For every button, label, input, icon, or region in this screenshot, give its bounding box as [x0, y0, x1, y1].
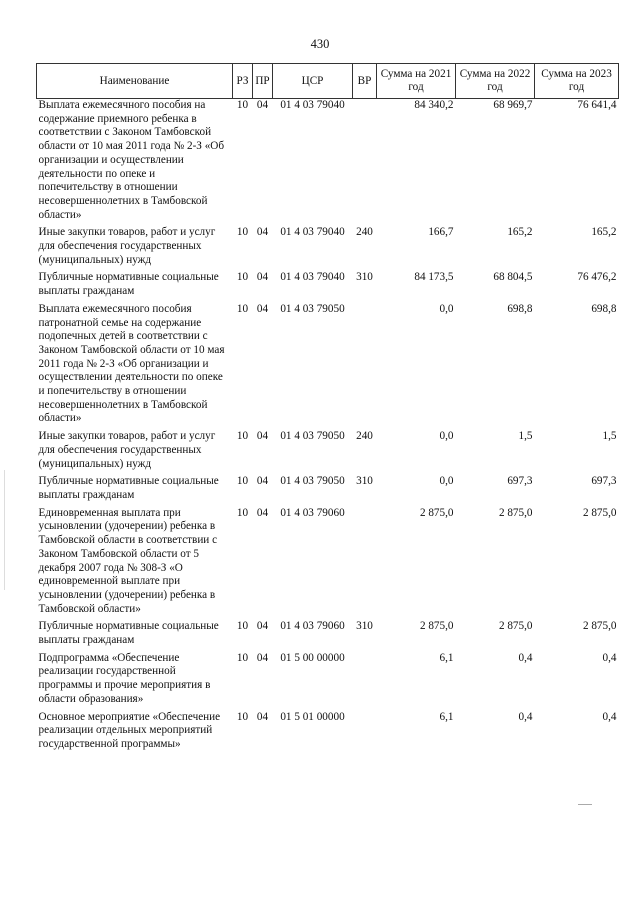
row-csr: 01 4 03 79050 [280, 430, 345, 443]
row-name: Иные закупки товаров, работ и услуг для обеспечения государственных (муниципальных) нужд [38, 430, 216, 470]
row-sum-2021: 2 875,0 [419, 506, 454, 519]
row-name: Выплата ежемесячного пособия патронатной семье на содержание подопечных детей в соответствии с Законом Тамбовской области от 10 мая 2011 года № 2-З «Об организации и осуществлении деятельности по опеке и попечительству в отношении несовершеннолетних в Тамбовской области» [38, 302, 225, 425]
row-pr: 04 [256, 302, 269, 315]
row-sum-2023: 165,2 [591, 226, 617, 239]
row-name: Публичные нормативные социальные выплаты гражданам [38, 271, 219, 298]
row-sum-2022: 698,8 [507, 302, 533, 315]
row-pr: 04 [256, 271, 269, 284]
row-pr: 04 [256, 226, 269, 239]
row-csr: 01 4 03 79040 [280, 99, 345, 111]
table-row [37, 620, 619, 651]
row-vr: 240 [356, 226, 373, 239]
row-rz: 10 [236, 710, 249, 723]
row-rz: 10 [236, 620, 249, 633]
row-vr [353, 711, 377, 756]
table-header-row [37, 64, 619, 99]
row-sum-2022: 165,2 [507, 226, 533, 239]
row-name: Иные закупки товаров, работ и услуг для обеспечения государственных (муниципальных) нужд [38, 226, 216, 266]
row-sum-2021: 0,0 [439, 302, 454, 315]
row-rz: 10 [236, 506, 249, 519]
row-sum-2021: 84 340,2 [414, 99, 454, 111]
row-sum-2022: 68 804,5 [493, 271, 533, 284]
row-rz: 10 [236, 99, 249, 111]
row-pr: 04 [256, 99, 269, 111]
header-pr: ПР [253, 64, 273, 99]
row-name: Публичные нормативные социальные выплаты гражданам [38, 475, 219, 501]
row-vr [353, 652, 377, 711]
table-row [37, 475, 619, 506]
table-row [37, 507, 619, 621]
table-row [37, 99, 619, 227]
table-row [37, 652, 619, 711]
row-pr: 04 [256, 430, 269, 443]
header-rz: РЗ [233, 64, 253, 99]
row-name: Основное мероприятие «Обеспечение реализации отдельных мероприятий государственной программы» [38, 710, 221, 750]
row-pr: 04 [256, 506, 269, 519]
row-csr: 01 4 03 79060 [280, 506, 345, 519]
row-sum-2022: 68 969,7 [493, 99, 533, 111]
row-name: Выплата ежемесячного пособия на содержание приемного ребенка в соответствии с Законом Тамбовской области от 10 мая 2011 года № 2-З «Об организации и осуществлении деятельности по опеке и попечительству в отношении несовершеннолетних в Тамбовской области» [38, 99, 225, 221]
row-csr: 01 4 03 79040 [280, 226, 345, 239]
row-sum-2022: 697,3 [507, 475, 533, 488]
row-rz: 10 [236, 271, 249, 284]
row-rz: 10 [236, 226, 249, 239]
page-number: 430 [310, 37, 330, 51]
header-csr: ЦСР [273, 64, 353, 99]
row-vr: 310 [356, 620, 373, 633]
table-row [37, 226, 619, 271]
row-sum-2022: 0,4 [518, 710, 533, 723]
row-sum-2023: 0,4 [602, 710, 617, 723]
row-csr: 01 4 03 79050 [280, 302, 345, 315]
row-csr: 01 5 01 00000 [280, 710, 345, 723]
row-sum-2021: 166,7 [428, 226, 454, 239]
row-csr: 01 4 03 79050 [280, 475, 345, 488]
row-sum-2021: 6,1 [439, 710, 454, 723]
header-sum-2023: Сумма на 2023 год [535, 64, 619, 99]
table-row [37, 303, 619, 430]
budget-table [36, 63, 619, 756]
row-sum-2023: 697,3 [591, 475, 617, 488]
header-sum-2021: Сумма на 2021 год [377, 64, 456, 99]
row-sum-2022: 1,5 [518, 430, 533, 443]
row-sum-2021: 0,0 [439, 430, 454, 443]
row-pr: 04 [256, 475, 269, 488]
row-sum-2023: 2 875,0 [582, 506, 617, 519]
table-row [37, 271, 619, 302]
row-sum-2021: 2 875,0 [419, 620, 454, 633]
row-name: Подпрограмма «Обеспечение реализации государственной программы и прочие мероприятия в области образования» [38, 651, 211, 705]
row-name: Единовременная выплата при усыновлении (удочерении) ребенка в Тамбовской области в соответствии с Законом Тамбовской области от 5 декабря 2007 года № 308-З «О единовременной выплате при усыновлении (удочерении) ребенка в Тамбовской области» [38, 506, 218, 615]
row-vr: 240 [356, 430, 373, 443]
row-sum-2022: 0,4 [518, 651, 533, 664]
row-pr: 04 [256, 620, 269, 633]
row-csr: 01 4 03 79060 [280, 620, 345, 633]
header-sum-2022: Сумма на 2022 год [456, 64, 535, 99]
row-vr [353, 303, 377, 430]
row-sum-2023: 698,8 [591, 302, 617, 315]
row-sum-2022: 2 875,0 [498, 506, 533, 519]
row-vr [353, 507, 377, 621]
row-vr: 310 [356, 475, 373, 488]
scan-stray-mark [578, 804, 592, 805]
row-sum-2022: 2 875,0 [498, 620, 533, 633]
row-csr: 01 5 00 00000 [280, 651, 345, 664]
row-sum-2023: 1,5 [602, 430, 617, 443]
row-rz: 10 [236, 651, 249, 664]
row-sum-2021: 0,0 [439, 475, 454, 488]
scan-margin-line [4, 470, 5, 590]
header-name: Наименование [37, 64, 233, 99]
row-rz: 10 [236, 430, 249, 443]
header-vr: ВР [353, 64, 377, 99]
row-rz: 10 [236, 475, 249, 488]
table-row [37, 430, 619, 475]
row-vr: 310 [356, 271, 373, 284]
table-row [37, 711, 619, 756]
row-sum-2023: 0,4 [602, 651, 617, 664]
row-rz: 10 [236, 302, 249, 315]
row-sum-2023: 76 476,2 [577, 271, 617, 284]
row-csr: 01 4 03 79040 [280, 271, 345, 284]
row-name: Публичные нормативные социальные выплаты гражданам [38, 620, 219, 647]
row-pr: 04 [256, 710, 269, 723]
row-sum-2023: 2 875,0 [582, 620, 617, 633]
row-sum-2021: 84 173,5 [414, 271, 454, 284]
row-pr: 04 [256, 651, 269, 664]
row-vr [353, 99, 377, 227]
row-sum-2023: 76 641,4 [577, 99, 617, 111]
row-sum-2021: 6,1 [439, 651, 454, 664]
